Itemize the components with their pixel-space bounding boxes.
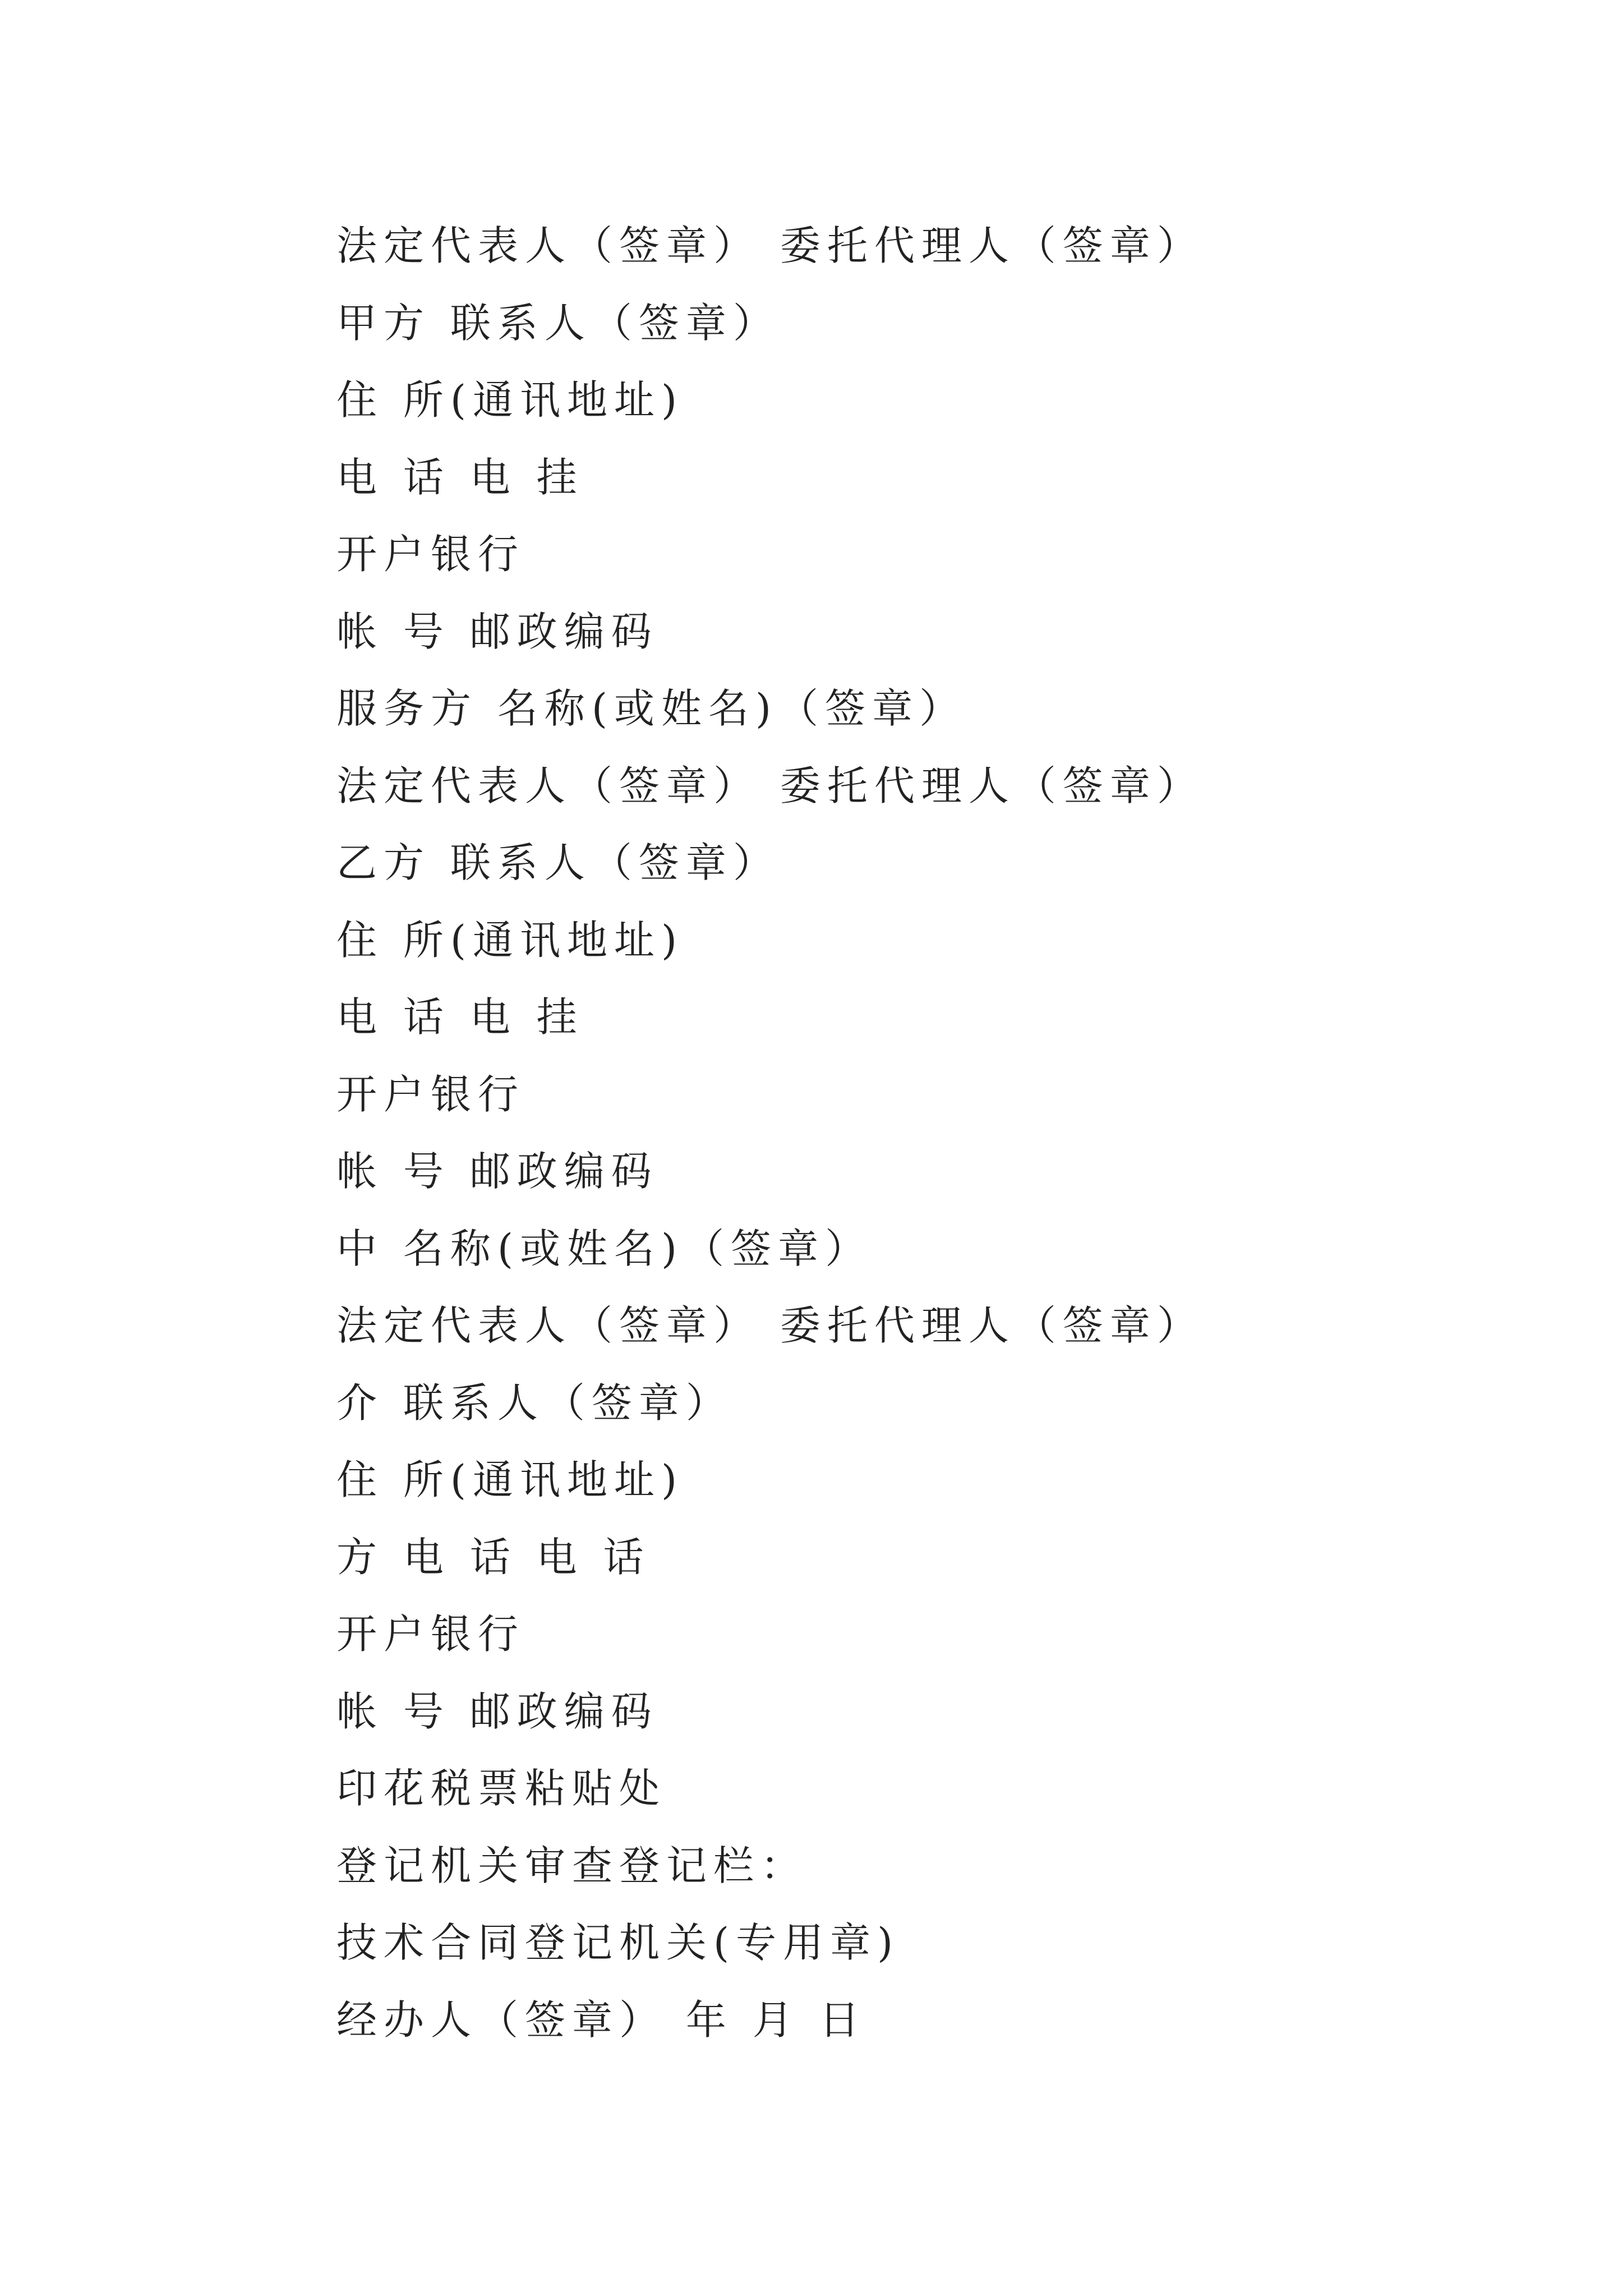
intermediary-account-line: 帐 号 邮政编码 xyxy=(336,1687,658,1735)
service-party-name-line: 服务方 名称(或姓名)（签章） xyxy=(336,685,967,732)
party-b-representative-line: 法定代表人（签章） 委托代理人（签章） xyxy=(336,762,1204,809)
party-a-account-line: 帐 号 邮政编码 xyxy=(336,608,658,655)
party-a-representative-line: 法定代表人（签章） 委托代理人（签章） xyxy=(336,222,1204,269)
registration-authority-seal-line: 技术合同登记机关(专用章) xyxy=(336,1919,900,1966)
intermediary-contact-line: 介 联系人（签章） xyxy=(336,1379,733,1427)
stamp-tax-area-label: 印花税票粘贴处 xyxy=(336,1765,667,1812)
intermediary-name-line: 中 名称(或姓名)（签章） xyxy=(336,1225,873,1272)
party-b-contact-line: 乙方 联系人（签章） xyxy=(336,839,780,886)
party-b-account-line: 帐 号 邮政编码 xyxy=(336,1148,658,1195)
registration-review-label: 登记机关审查登记栏： xyxy=(336,1842,808,1889)
party-b-bank-line: 开户银行 xyxy=(336,1070,525,1118)
party-a-contact-line: 甲方 联系人（签章） xyxy=(336,299,780,347)
party-b-phone-line: 电 话 电 挂 xyxy=(336,993,584,1041)
intermediary-phone-line: 方 电 话 电 话 xyxy=(336,1533,651,1581)
party-b-address-line: 住 所(通讯地址) xyxy=(336,916,684,964)
intermediary-bank-line: 开户银行 xyxy=(336,1611,525,1658)
party-a-address-line: 住 所(通讯地址) xyxy=(336,376,684,424)
contract-signature-block xyxy=(336,208,1458,2059)
intermediary-representative-line: 法定代表人（签章） 委托代理人（签章） xyxy=(336,1302,1204,1349)
handler-signature-date-line: 经办人（签章） 年 月 日 xyxy=(336,1996,866,2044)
intermediary-address-line: 住 所(通讯地址) xyxy=(336,1456,684,1503)
party-a-bank-line: 开户银行 xyxy=(336,531,525,578)
party-a-phone-line: 电 话 电 挂 xyxy=(336,453,584,501)
